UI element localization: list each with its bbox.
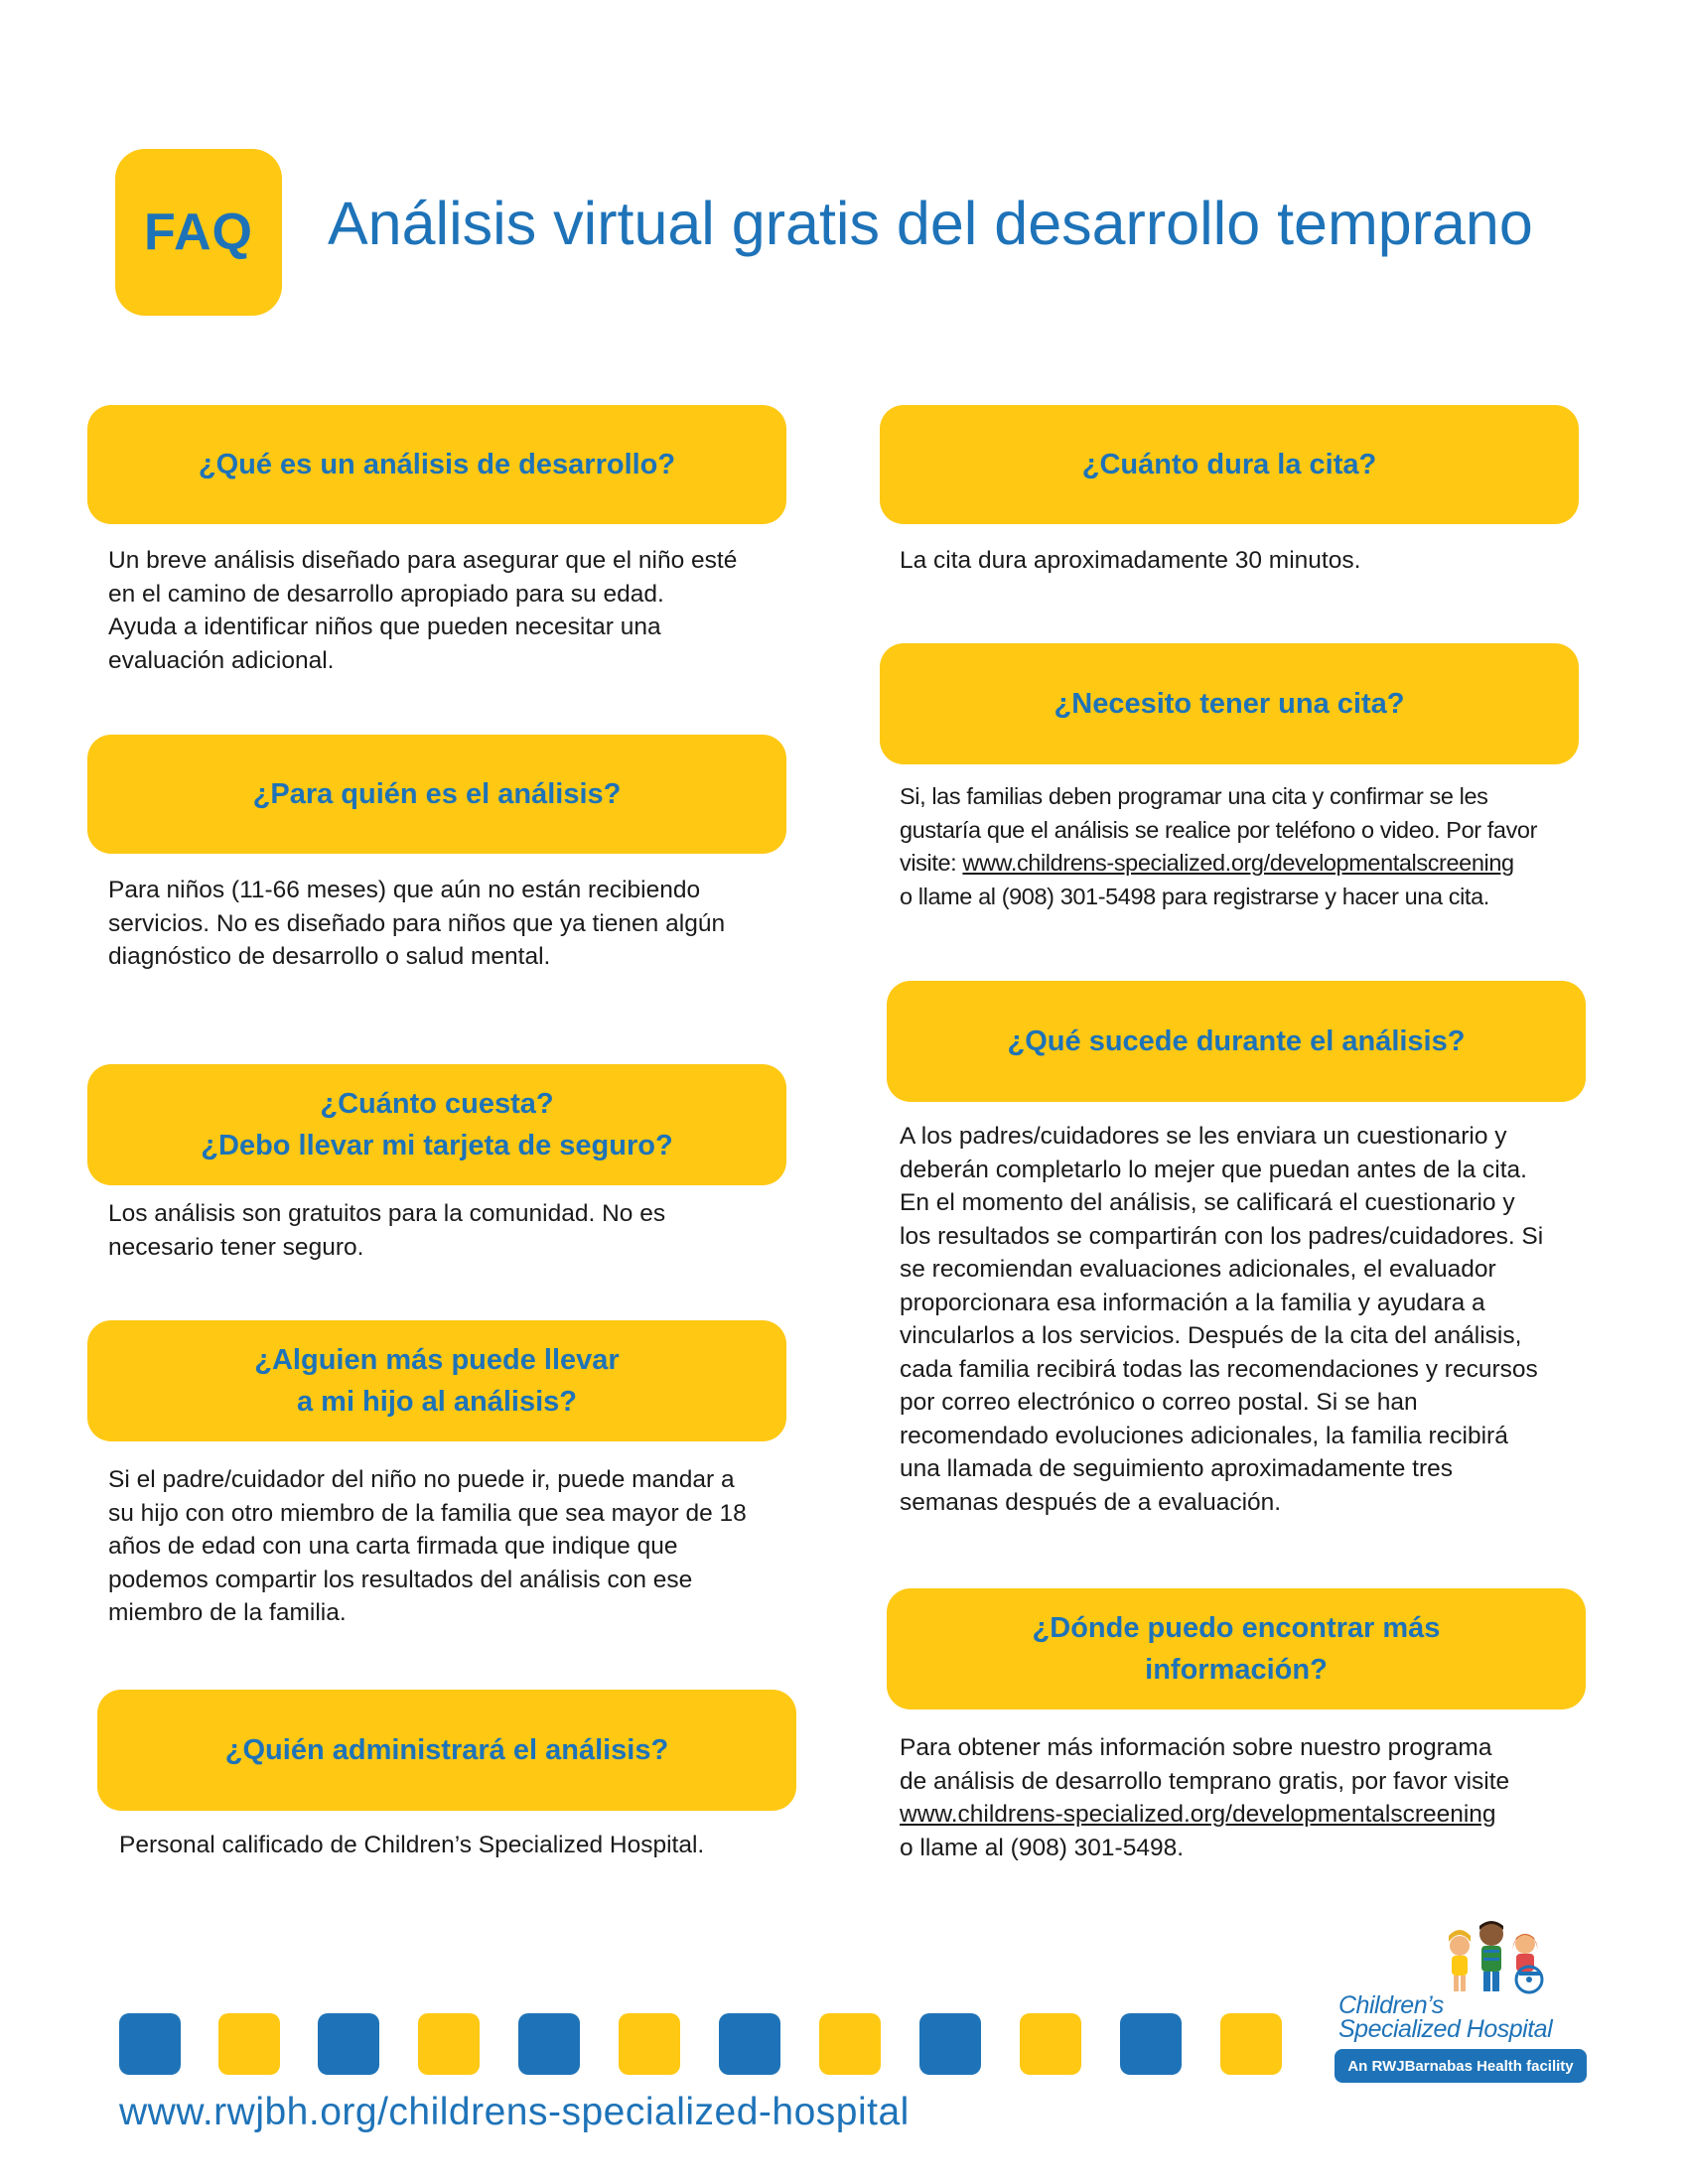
answer-need-appointment bbox=[900, 780, 1537, 913]
answer-cost bbox=[108, 1197, 665, 1264]
question-text: ¿Quién administrará el análisis? bbox=[224, 1734, 669, 1766]
page-title: Análisis virtual gratis del desarrollo temprano bbox=[328, 190, 1533, 257]
logo-tagline: An RWJBarnabas Health facility bbox=[1335, 2049, 1587, 2083]
yellow-square bbox=[218, 2013, 280, 2075]
answer-line: servicios. No es diseñado para niños que ya tienen algún bbox=[108, 909, 726, 937]
answer-more-info bbox=[900, 1731, 1509, 1864]
screening-link[interactable]: www.childrens-specialized.org/developmentalscreening bbox=[900, 1801, 1496, 1828]
screening-link[interactable]: www.childrens-specialized.org/developmentalscreening bbox=[962, 850, 1514, 876]
answer-line: miembro de la familia. bbox=[108, 1599, 347, 1626]
answer-line: Para obtener más información sobre nuestro programa bbox=[900, 1734, 1492, 1761]
answer-what-happens bbox=[900, 1120, 1543, 1519]
answer-line: Un breve análisis diseñado para asegurar que el niño esté bbox=[108, 547, 738, 574]
question-box-who-administers bbox=[97, 1690, 796, 1811]
answer-line: se recomiendan evaluaciones adicionales, el evaluador bbox=[900, 1256, 1496, 1283]
question-box-cost bbox=[87, 1064, 786, 1185]
answer-who-administers bbox=[119, 1829, 704, 1862]
answer-line: de análisis de desarrollo temprano gratis, por favor visite bbox=[900, 1767, 1510, 1795]
yellow-square bbox=[1220, 2013, 1282, 2075]
answer-line: Si el padre/cuidador del niño no puede ir, puede mandar a bbox=[108, 1466, 735, 1493]
answer-line: Si, las familias deben programar una cita y confirmar se les bbox=[900, 783, 1488, 809]
answer-line: cada familia recibirá todas las recomendaciones y recursos bbox=[900, 1355, 1538, 1383]
answer-line: evaluación adicional. bbox=[108, 646, 335, 674]
question-text: ¿Qué es un análisis de desarrollo? bbox=[198, 449, 676, 480]
answer-line: por correo electrónico o correo postal. Si se han bbox=[900, 1389, 1418, 1416]
answer-line: Personal calificado de Children’s Specialized Hospital. bbox=[119, 1832, 705, 1858]
blue-square bbox=[318, 2013, 379, 2075]
answer-line: recomendado evoluciones adicionales, la familia recibirá bbox=[900, 1422, 1508, 1449]
answer-line: o llame al (908) 301-5498 para registrarse y hacer una cita. bbox=[900, 883, 1489, 909]
answer-line: años de edad con una carta firmada que indique que bbox=[108, 1533, 678, 1560]
answer-text: visite: bbox=[900, 850, 963, 876]
question-text: ¿Cuánto dura la cita? bbox=[1081, 449, 1377, 480]
faq-badge: FAQ bbox=[115, 149, 282, 316]
question-text: ¿Cuánto cuesta? bbox=[320, 1088, 554, 1120]
question-box-more-info bbox=[887, 1588, 1586, 1709]
question-box-for-whom bbox=[87, 735, 786, 854]
answer-someone-else bbox=[108, 1463, 747, 1630]
blue-square bbox=[719, 2013, 780, 2075]
answer-line: En el momento del análisis, se calificará el cuestionario y bbox=[900, 1189, 1515, 1216]
question-box-need-appointment bbox=[880, 643, 1579, 764]
answer-duration bbox=[900, 544, 1360, 578]
yellow-square bbox=[418, 2013, 480, 2075]
answer-line: Ayuda a identificar niños que pueden necesitar una bbox=[108, 614, 661, 640]
question-box-what-is bbox=[87, 405, 786, 524]
yellow-square bbox=[819, 2013, 881, 2075]
answer-line: La cita dura aproximadamente 30 minutos. bbox=[900, 547, 1361, 574]
answer-line: podemos compartir los resultados del análisis con ese bbox=[108, 1566, 693, 1593]
answer-line: su hijo con otro miembro de la familia que sea mayor de 18 bbox=[108, 1499, 747, 1527]
yellow-square bbox=[619, 2013, 680, 2075]
question-text: ¿Para quién es el análisis? bbox=[252, 778, 622, 810]
question-text: información? bbox=[1145, 1654, 1328, 1686]
blue-square bbox=[919, 2013, 981, 2075]
logo-name bbox=[1338, 1993, 1587, 2041]
answer-line: en el camino de desarrollo apropiado para su edad. bbox=[108, 580, 664, 608]
footer-website-link[interactable]: www.rwjbh.org/childrens-specialized-hospital bbox=[119, 2091, 910, 2133]
question-text: ¿Dónde puedo encontrar más bbox=[1032, 1612, 1441, 1644]
answer-line: o llame al (908) 301-5498. bbox=[900, 1834, 1185, 1861]
question-text: ¿Necesito tener una cita? bbox=[1054, 688, 1405, 720]
blue-square bbox=[1120, 2013, 1182, 2075]
answer-line: deberán completarlo lo mejer que puedan antes de la cita. bbox=[900, 1156, 1527, 1183]
answer-what-is bbox=[108, 544, 737, 677]
children-illustration-icon bbox=[1331, 1916, 1589, 1995]
answer-line: Para niños (11-66 meses) que aún no están recibiendo bbox=[108, 877, 701, 903]
answer-line: diagnóstico de desarrollo o salud mental. bbox=[108, 943, 551, 970]
yellow-square bbox=[1020, 2013, 1081, 2075]
answer-line bbox=[900, 847, 1537, 881]
question-text: ¿Debo llevar mi tarjeta de seguro? bbox=[201, 1130, 673, 1161]
hospital-logo bbox=[1331, 1916, 1589, 2090]
question-box-someone-else bbox=[87, 1320, 786, 1441]
answer-for-whom bbox=[108, 874, 725, 974]
answer-line: Los análisis son gratuitos para la comunidad. No es bbox=[108, 1200, 666, 1227]
answer-line: proporcionara esa información a la familia y ayudara a bbox=[900, 1289, 1485, 1316]
question-text: ¿Alguien más puede llevar bbox=[254, 1344, 620, 1376]
question-text: ¿Qué sucede durante el análisis? bbox=[1007, 1025, 1466, 1057]
blue-square bbox=[119, 2013, 181, 2075]
answer-line: vincularlos a los servicios. Después de la cita del análisis, bbox=[900, 1322, 1522, 1349]
answer-line: semanas después de a evaluación. bbox=[900, 1488, 1282, 1516]
answer-line: A los padres/cuidadores se les enviara un cuestionario y bbox=[900, 1123, 1507, 1150]
answer-line: gustaría que el análisis se realice por teléfono o video. Por favor bbox=[900, 816, 1538, 843]
logo-name-line: Specialized Hospital bbox=[1338, 2015, 1553, 2043]
answer-line: una llamada de seguimiento aproximadamente tres bbox=[900, 1455, 1454, 1482]
blue-square bbox=[518, 2013, 580, 2075]
question-box-what-happens bbox=[887, 981, 1586, 1102]
logo-name-line: Children’s bbox=[1338, 1991, 1444, 2019]
question-box-duration bbox=[880, 405, 1579, 524]
decorative-squares bbox=[119, 2013, 1291, 2077]
answer-line: los resultados se compartirán con los padres/cuidadores. Si bbox=[900, 1222, 1544, 1250]
question-text: a mi hijo al análisis? bbox=[296, 1386, 578, 1418]
answer-line: necesario tener seguro. bbox=[108, 1233, 364, 1261]
